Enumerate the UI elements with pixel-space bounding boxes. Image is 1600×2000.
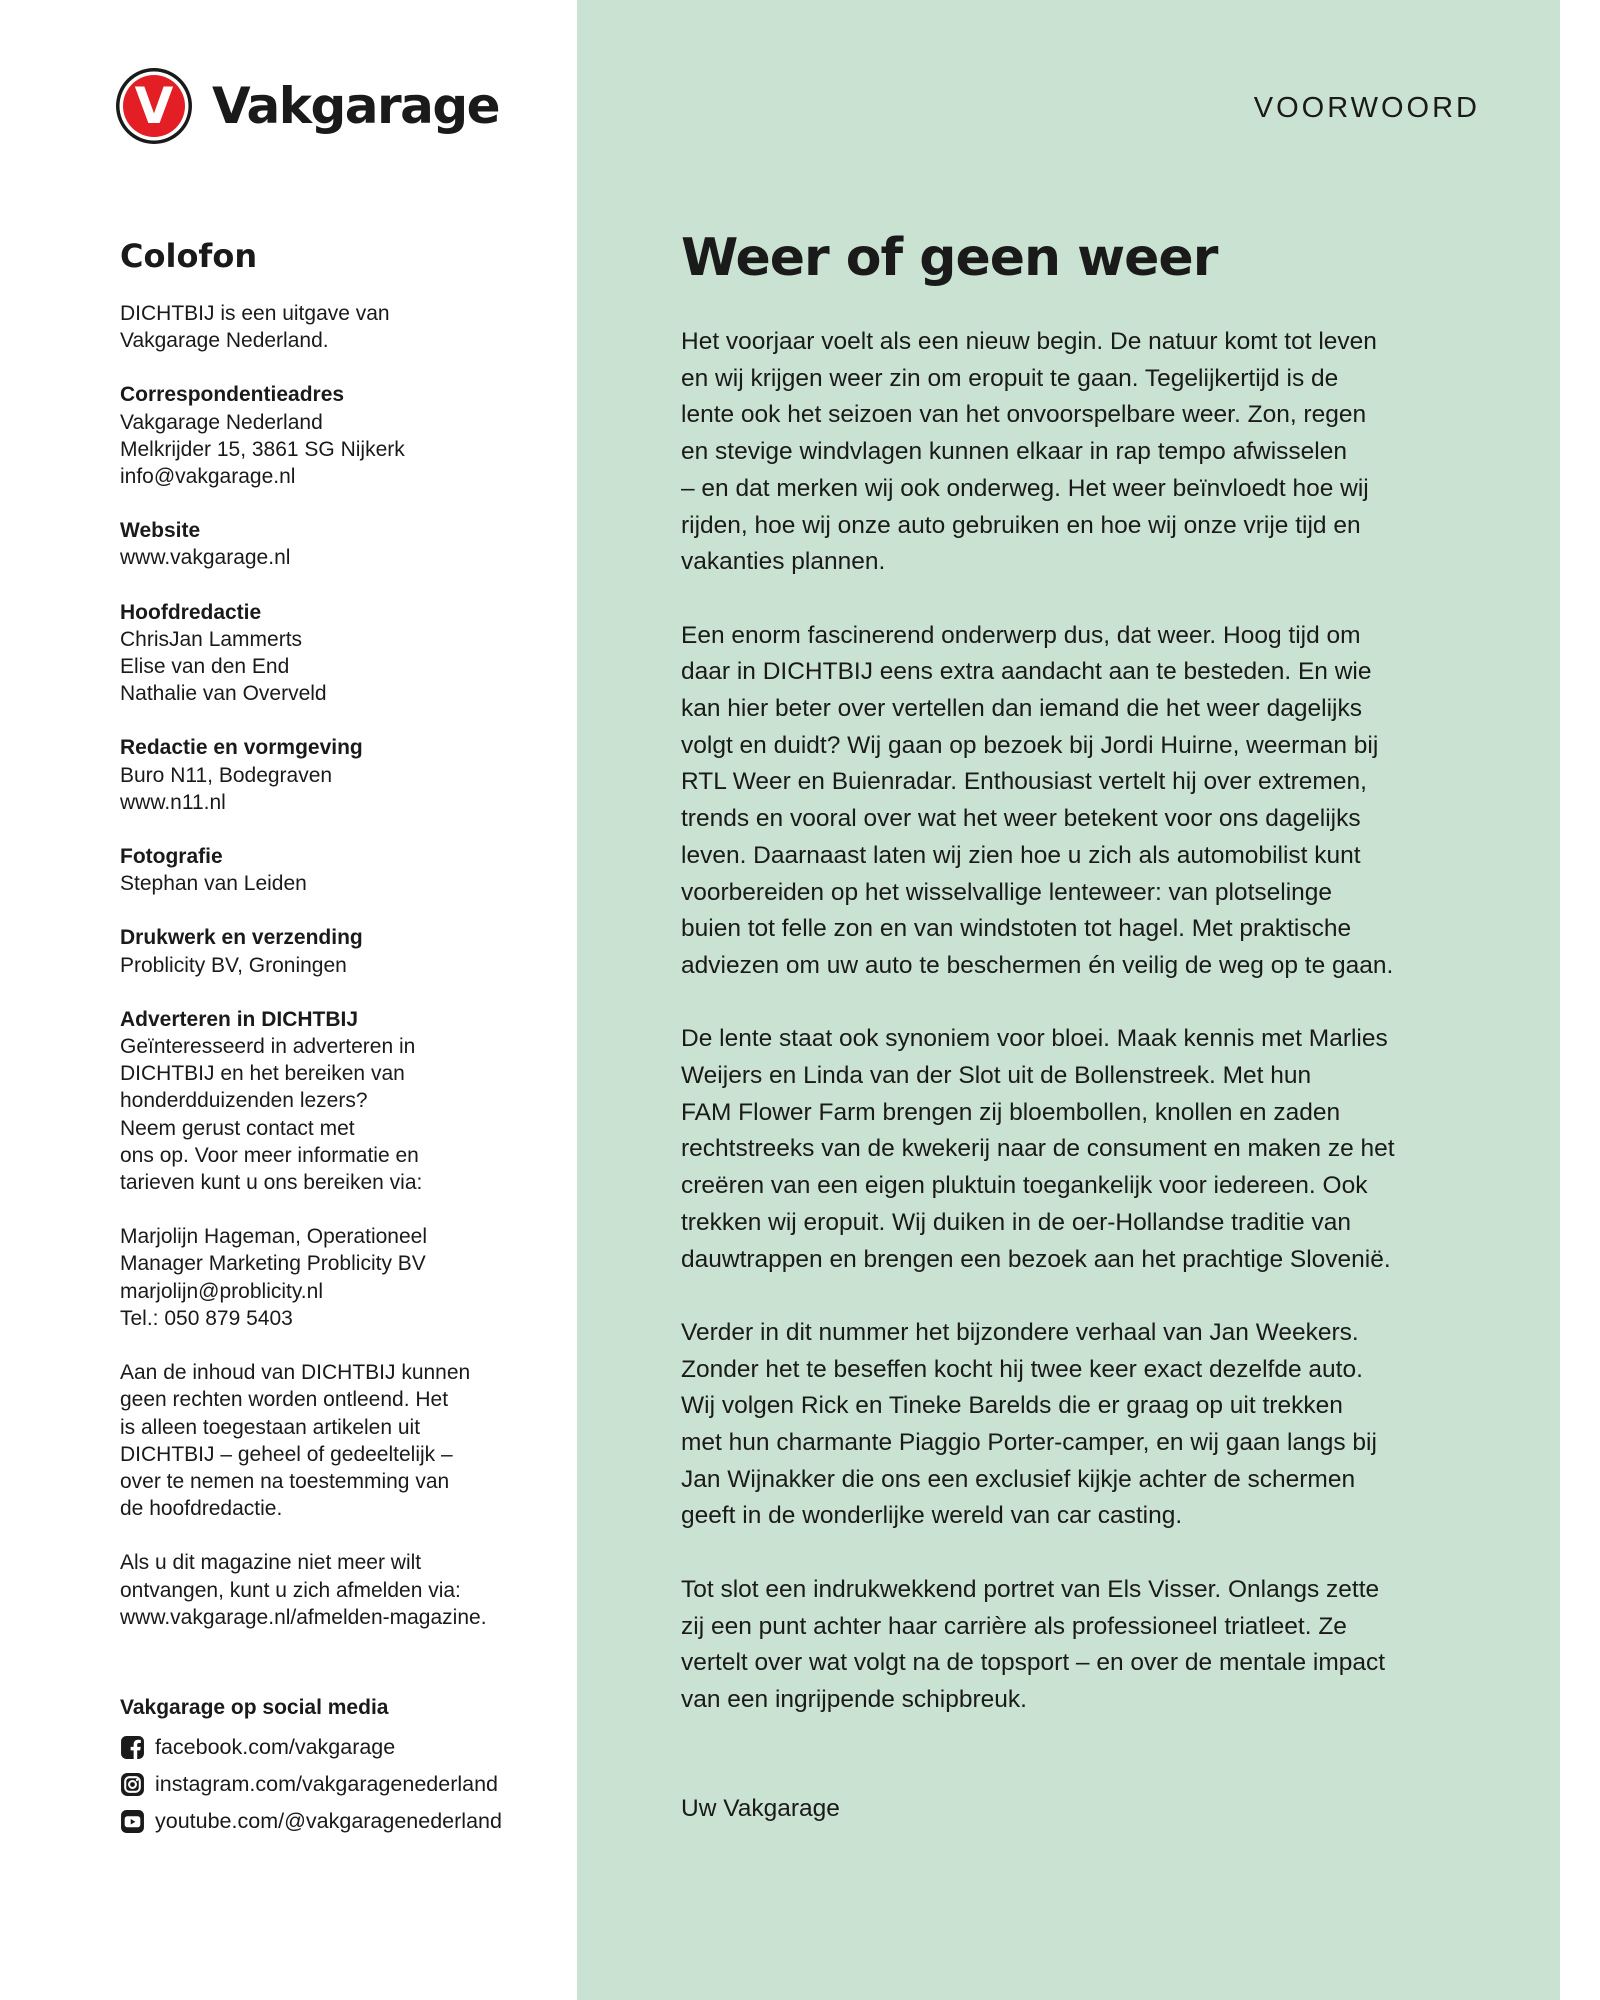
colofon-column xyxy=(0,0,577,2000)
section-label: VOORWOORD xyxy=(1253,92,1480,124)
colofon-block-line: Neem gerust contact met xyxy=(120,1116,355,1140)
article-line: geeft in de wonderlijke wereld van car casting. xyxy=(681,1502,1183,1530)
article-line: trekken wij eropuit. Wij duiken in de oer-Hollandse traditie van xyxy=(681,1208,1351,1236)
article xyxy=(681,228,1501,1827)
colofon-block-line: de hoofdredactie. xyxy=(120,1497,283,1521)
article-column xyxy=(577,0,1560,2000)
colofon-block-line: honderdduizenden lezers? xyxy=(120,1089,368,1113)
colofon-block-heading: Adverteren in DICHTBIJ xyxy=(120,1007,359,1031)
article-line: Verder in dit nummer het bijzondere verhaal van Jan Weekers. xyxy=(681,1318,1359,1346)
colofon-block xyxy=(120,1006,550,1196)
article-line: buien tot felle zon en van windstoten tot hagel. Met praktische xyxy=(681,915,1352,943)
article-line: en stevige windvlagen kunnen elkaar in rap tempo afwisselen xyxy=(681,438,1347,466)
social-item-facebook[interactable] xyxy=(120,1729,560,1766)
article-line: zij een punt achter haar carrière als professioneel triatleet. Ze xyxy=(681,1612,1347,1640)
colofon-block xyxy=(120,300,550,354)
colofon-block xyxy=(120,1549,550,1631)
article-line: lente ook het seizoen van het onvoorspelbare weer. Zon, regen xyxy=(681,401,1367,429)
colofon-block xyxy=(120,1359,550,1522)
colofon-block-heading: Fotografie xyxy=(120,845,223,869)
colofon-block xyxy=(120,734,550,816)
colofon-block-line: tarieven kunt u ons bereiken via: xyxy=(120,1171,423,1195)
article-paragraph xyxy=(681,618,1501,985)
youtube-icon xyxy=(120,1809,145,1834)
social-item-youtube[interactable] xyxy=(120,1803,560,1840)
colofon-block-line: Tel.: 050 879 5403 xyxy=(120,1306,293,1330)
vakgarage-logo xyxy=(114,66,499,146)
article-line: Weijers en Linda van der Slot uit de Bollenstreek. Met hun xyxy=(681,1062,1312,1090)
article-line: FAM Flower Farm brengen zij bloembollen, knollen en zaden xyxy=(681,1098,1341,1126)
article-paragraph xyxy=(681,1572,1501,1719)
article-line: voorbereiden op het wisselvallige lenteweer: van plotselinge xyxy=(681,878,1333,906)
article-line: creëren van een eigen pluktuin toegankelijk voor iedereen. Ook xyxy=(681,1172,1368,1200)
colofon-block-line: info@vakgarage.nl xyxy=(120,465,296,489)
colofon-blocks xyxy=(120,300,550,1631)
article-line: Zonder het te beseffen kocht hij twee keer exact dezelfde auto. xyxy=(681,1355,1363,1383)
instagram-icon xyxy=(120,1772,145,1797)
colofon-block-line: Problicity BV, Groningen xyxy=(120,953,347,977)
article-line: Een enorm fascinerend onderwerp dus, dat weer. Hoog tijd om xyxy=(681,621,1361,649)
article-line: Jan Wijnakker die ons een exclusief kijkje achter de schermen xyxy=(681,1465,1356,1493)
colofon-block xyxy=(120,599,550,708)
colofon-block-line: marjolijn@problicity.nl xyxy=(120,1279,323,1303)
colofon-block-line: DICHTBIJ is een uitgave van xyxy=(120,302,390,325)
page-margin xyxy=(1560,0,1600,2000)
social-media xyxy=(120,1694,560,1840)
article-line: Wij volgen Rick en Tineke Barelds die er graag op uit trekken xyxy=(681,1392,1343,1420)
vakgarage-badge-icon xyxy=(114,66,194,146)
article-line: van een ingrijpende schipbreuk. xyxy=(681,1685,1027,1713)
colofon-block-line: www.n11.nl xyxy=(120,790,226,814)
colofon xyxy=(120,237,550,1658)
colofon-block-line: Vakgarage Nederland. xyxy=(120,329,329,353)
article-line: met hun charmante Piaggio Porter-camper, en wij gaan langs bij xyxy=(681,1429,1377,1457)
svg-text:V: V xyxy=(134,77,174,135)
colofon-block xyxy=(120,924,550,978)
colofon-block-line: www.vakgarage.nl xyxy=(120,546,291,570)
article-line: De lente staat ook synoniem voor bloei. Maak kennis met Marlies xyxy=(681,1025,1388,1053)
article-line: en wij krijgen weer zin om eropuit te gaan. Tegelijkertijd is de xyxy=(681,364,1339,392)
colofon-block-line: Aan de inhoud van DICHTBIJ kunnen xyxy=(120,1361,471,1385)
article-line: vertelt over wat volgt na de topsport – en over de mentale impact xyxy=(681,1649,1386,1677)
colofon-block-line: geen rechten worden ontleend. Het xyxy=(120,1388,449,1412)
colofon-block-line: Marjolijn Hageman, Operationeel xyxy=(120,1225,427,1249)
colofon-block-line: is alleen toegestaan artikelen uit xyxy=(120,1415,421,1439)
article-signoff: Uw Vakgarage xyxy=(681,1794,840,1822)
article-line: dauwtrappen en brengen een bezoek aan het prachtige Slovenië. xyxy=(681,1245,1391,1273)
article-line: RTL Weer en Buienradar. Enthousiast vertelt hij over extremen, xyxy=(681,768,1367,796)
colofon-block-heading: Correspondentieadres xyxy=(120,383,345,407)
article-line: leven. Daarnaast laten wij zien hoe u zich als automobilist kunt xyxy=(681,841,1361,869)
colofon-block-line: Manager Marketing Problicity BV xyxy=(120,1252,426,1276)
colofon-block-line: Melkrijder 15, 3861 SG Nijkerk xyxy=(120,437,405,461)
colofon-block-line: DICHTBIJ en het bereiken van xyxy=(120,1062,405,1086)
article-line: adviezen om uw auto te beschermen én veilig de weg op te gaan. xyxy=(681,951,1394,979)
article-line: vakanties plannen. xyxy=(681,548,886,576)
colofon-block xyxy=(120,517,550,571)
colofon-block-line: DICHTBIJ – geheel of gedeeltelijk – xyxy=(120,1442,453,1466)
colofon-block-line: Buro N11, Bodegraven xyxy=(120,763,333,787)
article-line: rijden, hoe wij onze auto gebruiken en hoe wij onze vrije tijd en xyxy=(681,511,1361,539)
article-paragraph xyxy=(681,1021,1501,1278)
article-line: – en dat merken wij ook onderweg. Het weer beïnvloedt hoe wij xyxy=(681,474,1369,502)
article-line: trends en vooral over wat het weer betekent voor ons dagelijks xyxy=(681,805,1361,833)
colofon-block-line: Stephan van Leiden xyxy=(120,872,307,896)
colofon-block-line: Vakgarage Nederland xyxy=(120,410,323,434)
colofon-block-line: Nathalie van Overveld xyxy=(120,682,327,706)
facebook-icon xyxy=(120,1735,145,1760)
colofon-block-line: ChrisJan Lammerts xyxy=(120,627,303,651)
colofon-block-line: over te nemen na toestemming van xyxy=(120,1469,450,1493)
article-line: rechtstreeks van de kwekerij naar de consument en maken ze het xyxy=(681,1135,1395,1163)
article-line: Tot slot een indrukwekkend portret van Els Visser. Onlangs zette xyxy=(681,1575,1380,1603)
colofon-block-line: ons op. Voor meer informatie en xyxy=(120,1143,419,1167)
brand-name: Vakgarage xyxy=(212,77,500,135)
colofon-block xyxy=(120,1223,550,1332)
colofon-block-line: www.vakgarage.nl/afmelden-magazine. xyxy=(120,1605,487,1629)
colofon-block xyxy=(120,381,550,490)
social-item-instagram-label: instagram.com/vakgaragenederland xyxy=(155,1772,499,1797)
colofon-block-line: Als u dit magazine niet meer wilt xyxy=(120,1551,422,1575)
article-body xyxy=(681,324,1501,1719)
colofon-block xyxy=(120,843,550,897)
colofon-block-line: Elise van den End xyxy=(120,655,290,679)
colofon-block-heading: Hoofdredactie xyxy=(120,600,262,624)
colofon-block-line: ontvangen, kunt u zich afmelden via: xyxy=(120,1578,461,1602)
article-paragraph xyxy=(681,324,1501,581)
article-paragraph xyxy=(681,1315,1501,1535)
colofon-block-heading: Drukwerk en verzending xyxy=(120,926,363,950)
colofon-title: Colofon xyxy=(120,237,258,275)
colofon-block-heading: Website xyxy=(120,519,201,543)
colofon-block-line: Geïnteresseerd in adverteren in xyxy=(120,1035,416,1059)
article-line: Het voorjaar voelt als een nieuw begin. De natuur komt tot leven xyxy=(681,328,1377,355)
social-item-instagram[interactable] xyxy=(120,1766,560,1803)
colofon-block-heading: Redactie en vormgeving xyxy=(120,736,363,760)
social-item-youtube-label: youtube.com/@vakgaragenederland xyxy=(155,1809,502,1834)
article-line: kan hier beter over vertellen dan iemand die het weer dagelijks xyxy=(681,695,1362,723)
article-headline: Weer of geen weer xyxy=(681,228,1218,288)
social-item-facebook-label: facebook.com/vakgarage xyxy=(155,1735,396,1760)
article-line: volgt en duidt? Wij gaan op bezoek bij Jordi Huirne, weerman bij xyxy=(681,731,1379,759)
article-line: daar in DICHTBIJ eens extra aandacht aan te besteden. En wie xyxy=(681,658,1372,686)
social-title: Vakgarage op social media xyxy=(120,1696,389,1719)
